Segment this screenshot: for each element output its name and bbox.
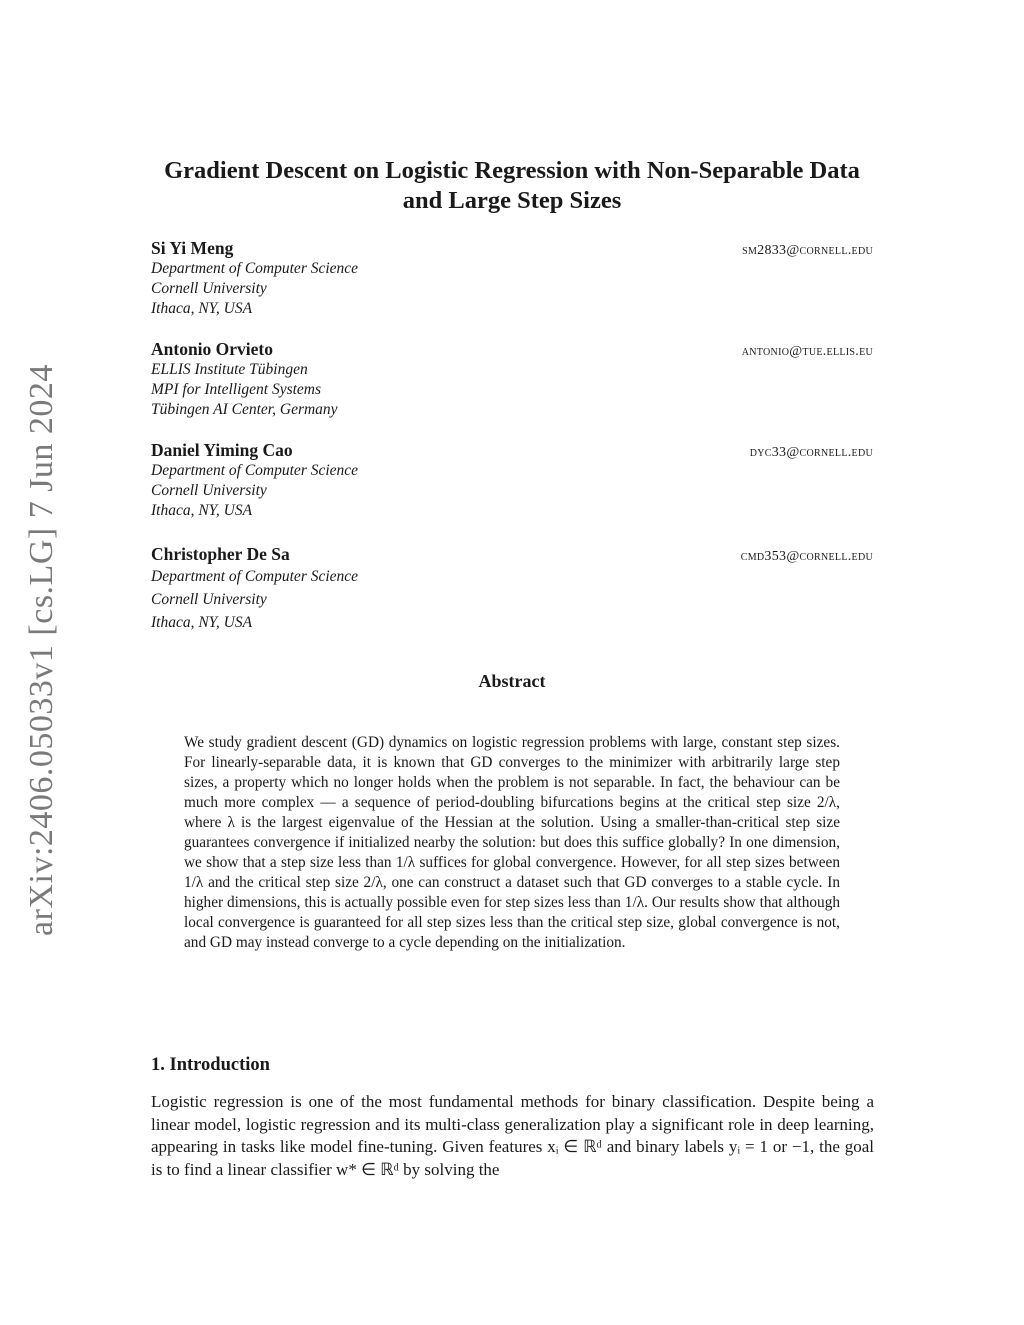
arxiv-identifier-stamp [22, 364, 62, 936]
author-affiliation: Cornell University [151, 591, 267, 608]
author-email: sm2833@cornell.edu [742, 243, 873, 258]
author-block [151, 439, 873, 521]
author-block [151, 543, 873, 634]
author-email: dyc33@cornell.edu [749, 445, 873, 460]
author-block [151, 338, 873, 420]
author-affiliation: MPI for Intelligent Systems [151, 381, 322, 398]
author-name: Christopher De Sa [151, 544, 290, 564]
author-affiliation: Cornell University [151, 280, 267, 297]
author-affiliation: Tübingen AI Center, Germany [151, 401, 338, 418]
author-affiliation: Ithaca, NY, USA [151, 502, 253, 519]
arxiv-identifier: arXiv:2406.05033v1 [cs.LG] 7 Jun 2024 [23, 364, 61, 936]
abstract-heading: Abstract [478, 671, 546, 691]
author-affiliation: Ithaca, NY, USA [151, 300, 253, 317]
author-affiliation: ELLIS Institute Tübingen [151, 361, 308, 378]
author-affiliation: Department of Computer Science [151, 260, 359, 277]
author-name: Si Yi Meng [151, 238, 234, 258]
author-email: antonio@tue.ellis.eu [741, 344, 873, 359]
paper-title: Gradient Descent on Logistic Regression with Non-Separable Data and Large Step Sizes [164, 157, 860, 214]
author-name: Antonio Orvieto [151, 339, 274, 359]
introduction-text: Logistic regression is one of the most fundamental methods for binary classification. Despite being a linear model, logistic regression and its multi-class generalization play a significant role in deep learning, appearing in tasks like model fine-tuning. Given features xᵢ ∈ ℝᵈ and binary labels yᵢ = 1 or −1, the goal is to find a linear classifier w* ∈ ℝᵈ by solving the [151, 1092, 874, 1180]
section-heading: 1. Introduction [151, 1055, 270, 1075]
author-affiliation: Cornell University [151, 482, 267, 499]
author-affiliation: Department of Computer Science [151, 568, 359, 585]
author-block [151, 237, 873, 319]
author-name: Daniel Yiming Cao [151, 440, 293, 460]
abstract-text: We study gradient descent (GD) dynamics on logistic regression problems with large, constant step sizes. For linearly-separable data, it is known that GD converges to the minimizer with arbitrarily large step sizes, a property which no longer holds when the problem is not separable. In fact, the behaviour can be much more complex — a sequence of period-doubling bifurcations begins at the critical step size 2/λ, where λ is the largest eigenvalue of the Hessian at the solution. Using a smaller-than-critical step size guarantees convergence if initialized nearby the solution: but does this suffice globally? In one dimension, we show that a step size less than 1/λ suffices for global convergence. However, for all step sizes between 1/λ and the critical step size 2/λ, one can construct a dataset such that GD converges to a stable cycle. In higher dimensions, this is actually possible even for step sizes less than 1/λ. Our results show that although local convergence is guaranteed for all step sizes less than the critical step size, global convergence is not, and GD may instead converge to a cycle depending on the initialization. [184, 734, 840, 951]
author-email: cmd353@cornell.edu [740, 549, 873, 564]
author-affiliation: Ithaca, NY, USA [151, 614, 253, 631]
author-affiliation: Department of Computer Science [151, 462, 359, 479]
